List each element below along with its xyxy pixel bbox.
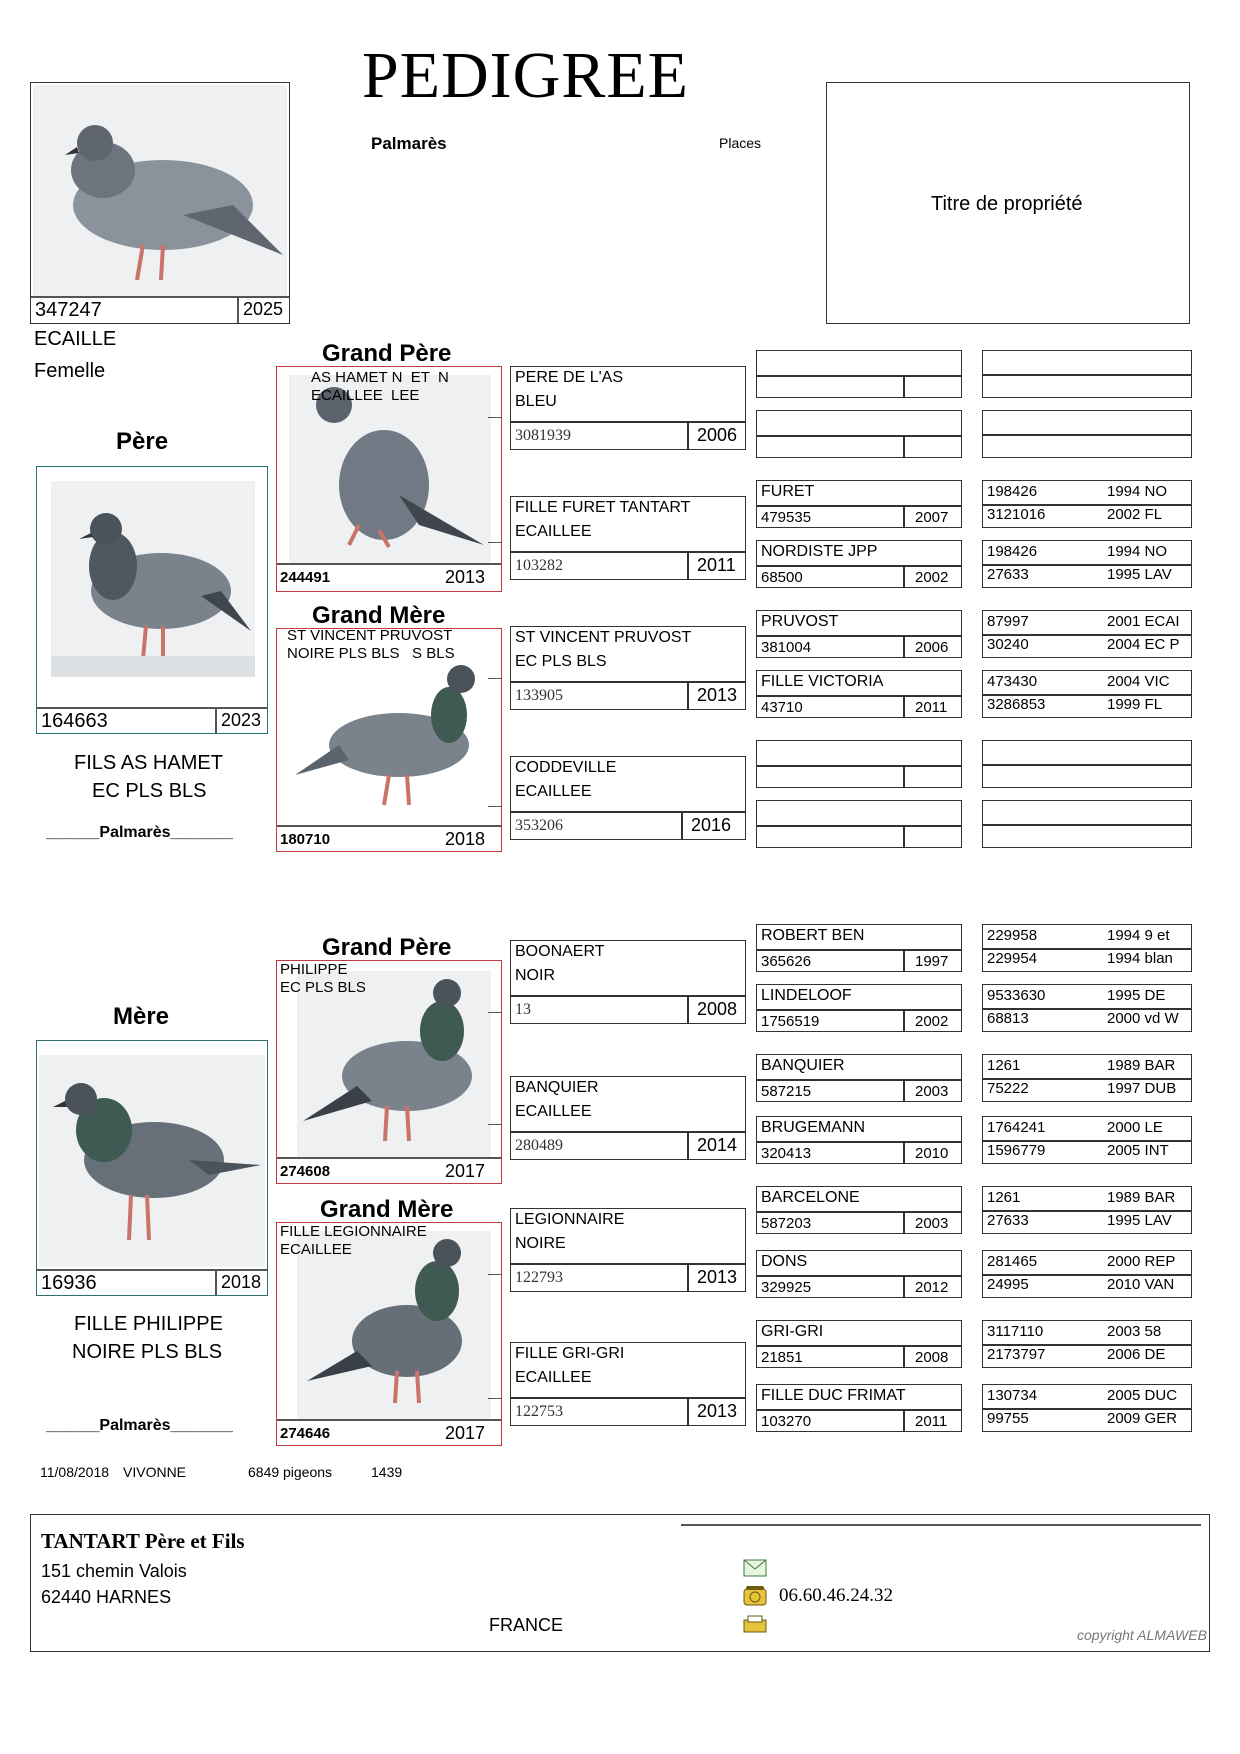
gen4-year: 1997 bbox=[915, 953, 949, 970]
gen3-ring: 122753 bbox=[515, 1403, 563, 1420]
gen5-box-11 bbox=[982, 1054, 1192, 1102]
gen4-box-2 bbox=[756, 410, 962, 458]
gen5-info: 2000 REP bbox=[1107, 1253, 1176, 1270]
gen3-box-5 bbox=[510, 940, 746, 1024]
gen4-year: 2003 bbox=[915, 1215, 949, 1232]
gen4-ring: 365626 bbox=[761, 953, 812, 970]
gen4-box-3 bbox=[756, 480, 962, 528]
gp-mat-ring: 274608 bbox=[280, 1163, 331, 1180]
gen4-box-5 bbox=[756, 610, 962, 658]
gen5-ring: 1261 bbox=[987, 1057, 1021, 1074]
gp-pat-frame bbox=[276, 366, 502, 592]
gen5-info: 2001 ECAI bbox=[1107, 613, 1180, 630]
gen5-ring: 9533630 bbox=[987, 987, 1046, 1004]
gp-mat-frame bbox=[276, 960, 502, 1184]
gen5-box-10 bbox=[982, 984, 1192, 1032]
gen5-ring: 473430 bbox=[987, 673, 1038, 690]
gen5-info: 2009 GER bbox=[1107, 1410, 1178, 1427]
father-ring: 164663 bbox=[41, 710, 108, 732]
gm-pat-ring: 180710 bbox=[280, 831, 331, 848]
gen5-ring: 27633 bbox=[987, 566, 1029, 583]
gen5-info: 1994 NO bbox=[1107, 483, 1168, 500]
gen5-info: 2000 vd W bbox=[1107, 1010, 1179, 1027]
gp-pat-ring: 244491 bbox=[280, 569, 331, 586]
gen3-color: ECAILLEE bbox=[515, 783, 592, 800]
gen3-year: 2013 bbox=[697, 685, 738, 705]
gen4-name: FILLE VICTORIA bbox=[761, 673, 884, 690]
gen4-year: 2008 bbox=[915, 1349, 949, 1366]
race-place-number: 1439 bbox=[371, 1464, 403, 1480]
gen4-year: 2007 bbox=[915, 509, 949, 526]
gen4-ring: 479535 bbox=[761, 509, 812, 526]
breeder-box bbox=[30, 1514, 1210, 1652]
subject-photo-frame bbox=[30, 82, 290, 324]
gen3-ring: 122793 bbox=[515, 1269, 563, 1286]
gen4-name: GRI-GRI bbox=[761, 1323, 824, 1340]
gen4-name: BRUGEMANN bbox=[761, 1119, 866, 1136]
gen4-name: BANQUIER bbox=[761, 1057, 845, 1074]
gen3-color: EC PLS BLS bbox=[515, 653, 607, 670]
gen3-box-3 bbox=[510, 626, 746, 710]
gen5-info: 2004 EC P bbox=[1107, 636, 1180, 653]
father-palmares: ______Palmarès_______ bbox=[46, 824, 233, 841]
gen3-box-1 bbox=[510, 366, 746, 450]
gen5-box-3 bbox=[982, 480, 1192, 528]
gen4-box-11 bbox=[756, 1054, 962, 1102]
gen4-ring: 587215 bbox=[761, 1083, 812, 1100]
gen4-box-15 bbox=[756, 1320, 962, 1368]
gen4-name: FURET bbox=[761, 483, 815, 500]
gen3-name: FILLE GRI-GRI bbox=[515, 1345, 625, 1362]
subject-color: ECAILLE bbox=[34, 328, 117, 350]
gm-pat-name: ST VINCENT PRUVOST NOIRE PLS BLS S BLS bbox=[287, 627, 455, 662]
gen5-info: 2010 VAN bbox=[1107, 1276, 1175, 1293]
gen5-info: 1994 9 et bbox=[1107, 927, 1170, 944]
gen4-ring: 329925 bbox=[761, 1279, 812, 1296]
gen5-ring: 75222 bbox=[987, 1080, 1029, 1097]
mother-photo-frame bbox=[36, 1040, 268, 1296]
gen3-color: ECAILLEE bbox=[515, 523, 592, 540]
gen5-ring: 1596779 bbox=[987, 1142, 1046, 1159]
gen3-name: FILLE FURET TANTART bbox=[515, 499, 691, 516]
gen5-ring: 87997 bbox=[987, 613, 1029, 630]
gen4-box-10 bbox=[756, 984, 962, 1032]
gen5-ring: 27633 bbox=[987, 1212, 1029, 1229]
breeder-address: 151 chemin Valois bbox=[41, 1561, 187, 1581]
gen5-ring: 1764241 bbox=[987, 1119, 1046, 1136]
gen4-name: DONS bbox=[761, 1253, 808, 1270]
gen3-color: ECAILLEE bbox=[515, 1369, 592, 1386]
gen3-ring: 353206 bbox=[515, 817, 563, 834]
gp-mat-heading: Grand Père bbox=[322, 934, 452, 961]
father-name-line2: EC PLS BLS bbox=[92, 780, 207, 802]
gen4-year: 2010 bbox=[915, 1145, 949, 1162]
subject-pigeon-photo bbox=[33, 85, 287, 297]
gen4-name: ROBERT BEN bbox=[761, 927, 865, 944]
gen3-year: 2013 bbox=[697, 1267, 738, 1287]
gen5-box-15 bbox=[982, 1320, 1192, 1368]
gen4-box-1 bbox=[756, 350, 962, 398]
gen5-info: 2003 58 bbox=[1107, 1323, 1162, 1340]
gen5-ring: 68813 bbox=[987, 1010, 1029, 1027]
gen3-color: NOIR bbox=[515, 967, 555, 984]
gen5-box-1 bbox=[982, 350, 1192, 398]
gen4-ring: 43710 bbox=[761, 699, 803, 716]
gen5-ring: 229958 bbox=[987, 927, 1038, 944]
gen3-name: ST VINCENT PRUVOST bbox=[515, 629, 692, 646]
gen5-ring: 229954 bbox=[987, 950, 1038, 967]
gen3-ring: 103282 bbox=[515, 557, 563, 574]
fax-icon bbox=[743, 1615, 767, 1633]
gen4-ring: 103270 bbox=[761, 1413, 812, 1430]
gm-pat-frame bbox=[276, 628, 502, 852]
gen4-box-8 bbox=[756, 800, 962, 848]
gen4-box-14 bbox=[756, 1250, 962, 1298]
subject-year: 2025 bbox=[243, 299, 284, 319]
gen3-year: 2014 bbox=[697, 1135, 738, 1155]
gm-mat-pigeon-photo bbox=[297, 1231, 491, 1419]
gp-pat-year: 2013 bbox=[445, 567, 486, 587]
gen3-year: 2008 bbox=[697, 999, 738, 1019]
gen4-year: 2002 bbox=[915, 1013, 949, 1030]
gen5-ring: 198426 bbox=[987, 543, 1038, 560]
palmares-label: Palmarès bbox=[371, 134, 447, 153]
gen5-info: 1997 DUB bbox=[1107, 1080, 1177, 1097]
gen5-info: 2005 DUC bbox=[1107, 1387, 1178, 1404]
father-photo-frame bbox=[36, 466, 268, 734]
gen4-year: 2012 bbox=[915, 1279, 949, 1296]
father-name-line1: FILS AS HAMET bbox=[74, 752, 223, 774]
gen5-info: 1989 BAR bbox=[1107, 1057, 1176, 1074]
gen5-ring: 1261 bbox=[987, 1189, 1021, 1206]
gen4-box-16 bbox=[756, 1384, 962, 1432]
mother-pigeon-photo bbox=[39, 1055, 265, 1267]
gen4-ring: 1756519 bbox=[761, 1013, 820, 1030]
gen5-box-4 bbox=[982, 540, 1192, 588]
gen4-year: 2011 bbox=[915, 1413, 948, 1430]
places-label: Places bbox=[719, 135, 762, 151]
gm-mat-year: 2017 bbox=[445, 1423, 486, 1443]
mother-name-line1: FILLE PHILIPPE bbox=[74, 1313, 223, 1335]
gen3-color: NOIRE bbox=[515, 1235, 566, 1252]
race-pigeons-label: pigeons bbox=[283, 1464, 333, 1480]
gm-mat-heading: Grand Mère bbox=[320, 1196, 454, 1223]
race-pigeons: 6849 bbox=[248, 1464, 280, 1480]
gen5-ring: 30240 bbox=[987, 636, 1029, 653]
gen5-info: 2005 INT bbox=[1107, 1142, 1169, 1159]
gen3-name: BANQUIER bbox=[515, 1079, 599, 1096]
father-year: 2023 bbox=[221, 710, 262, 730]
gen4-year: 2003 bbox=[915, 1083, 949, 1100]
gen5-info: 2006 DE bbox=[1107, 1346, 1166, 1363]
gen5-info: 2000 LE bbox=[1107, 1119, 1163, 1136]
gen4-box-7 bbox=[756, 740, 962, 788]
gm-pat-heading: Grand Mère bbox=[312, 602, 446, 629]
gen5-ring: 2173797 bbox=[987, 1346, 1046, 1363]
gen5-info: 1994 NO bbox=[1107, 543, 1168, 560]
gen5-ring: 3286853 bbox=[987, 696, 1046, 713]
gen5-ring: 130734 bbox=[987, 1387, 1038, 1404]
subject-ring: 347247 bbox=[35, 299, 102, 321]
ownership-label: Titre de propriété bbox=[931, 193, 1083, 215]
gp-mat-pigeon-photo bbox=[297, 971, 491, 1157]
father-heading: Père bbox=[116, 428, 169, 455]
ownership-box bbox=[826, 82, 1190, 324]
gen5-box-8 bbox=[982, 800, 1192, 848]
gen5-info: 1989 BAR bbox=[1107, 1189, 1176, 1206]
gen4-ring: 320413 bbox=[761, 1145, 812, 1162]
gen3-name: CODDEVILLE bbox=[515, 759, 617, 776]
gen3-box-6 bbox=[510, 1076, 746, 1160]
gen4-name: NORDISTE JPP bbox=[761, 543, 878, 560]
gen4-box-13 bbox=[756, 1186, 962, 1234]
gen3-year: 2016 bbox=[691, 815, 732, 835]
gen5-box-12 bbox=[982, 1116, 1192, 1164]
page-title: PEDIGREE bbox=[362, 39, 689, 112]
phone-icon bbox=[743, 1585, 767, 1607]
gen5-info: 1995 DE bbox=[1107, 987, 1166, 1004]
gen5-ring: 99755 bbox=[987, 1410, 1029, 1427]
gen3-name: PERE DE L'AS bbox=[515, 369, 623, 386]
gen4-box-6 bbox=[756, 670, 962, 718]
gen5-box-6 bbox=[982, 670, 1192, 718]
gen4-year: 2011 bbox=[915, 699, 948, 716]
breeder-name: TANTART Père et Fils bbox=[41, 1529, 245, 1553]
gen3-box-2 bbox=[510, 496, 746, 580]
gen4-name: LINDELOOF bbox=[761, 987, 852, 1004]
gp-mat-year: 2017 bbox=[445, 1161, 486, 1181]
gen5-box-2 bbox=[982, 410, 1192, 458]
gp-pat-heading: Grand Père bbox=[322, 340, 452, 367]
gen4-name: PRUVOST bbox=[761, 613, 839, 630]
gen5-info: 1994 blan bbox=[1107, 950, 1173, 967]
gen3-ring: 280489 bbox=[515, 1137, 563, 1154]
mother-palmares: ______Palmarès_______ bbox=[46, 1417, 233, 1434]
gen4-ring: 587203 bbox=[761, 1215, 812, 1232]
gen5-box-7 bbox=[982, 740, 1192, 788]
gen3-name: LEGIONNAIRE bbox=[515, 1211, 625, 1228]
gen4-name: FILLE DUC FRIMAT bbox=[761, 1387, 906, 1404]
gen3-year: 2006 bbox=[697, 425, 738, 445]
gen5-box-13 bbox=[982, 1186, 1192, 1234]
gen3-ring: 13 bbox=[515, 1001, 531, 1018]
gen3-ring: 3081939 bbox=[515, 427, 571, 444]
mother-ring: 16936 bbox=[41, 1272, 97, 1294]
race-date: 11/08/2018 bbox=[40, 1464, 110, 1480]
gen5-ring: 198426 bbox=[987, 483, 1038, 500]
gen4-box-9 bbox=[756, 924, 962, 972]
gp-pat-name: AS HAMET N ET N ECAILLEE LEE bbox=[311, 369, 449, 404]
gen3-box-7 bbox=[510, 1208, 746, 1292]
gen3-box-4 bbox=[510, 756, 746, 840]
gen3-box-8 bbox=[510, 1342, 746, 1426]
gen5-info: 1995 LAV bbox=[1107, 1212, 1172, 1229]
gen3-color: ECAILLEE bbox=[515, 1103, 592, 1120]
mother-year: 2018 bbox=[221, 1272, 262, 1292]
gen4-year: 2002 bbox=[915, 569, 949, 586]
breeder-country: FRANCE bbox=[489, 1615, 564, 1635]
gen3-year: 2013 bbox=[697, 1401, 738, 1421]
mother-name-line2: NOIRE PLS BLS bbox=[72, 1341, 223, 1363]
gen4-year: 2006 bbox=[915, 639, 949, 656]
gen4-ring: 381004 bbox=[761, 639, 812, 656]
gm-mat-name: FILLE LEGIONNAIRE ECAILLEE bbox=[280, 1223, 427, 1258]
breeder-city: 62440 HARNES bbox=[41, 1587, 172, 1607]
gen5-info: 2002 FL bbox=[1107, 506, 1163, 523]
gen5-box-14 bbox=[982, 1250, 1192, 1298]
gm-mat-ring: 274646 bbox=[280, 1425, 331, 1442]
gen5-box-9 bbox=[982, 924, 1192, 972]
copyright: copyright ALMAWEB bbox=[1077, 1627, 1207, 1643]
mother-heading: Mère bbox=[113, 1003, 170, 1030]
gen4-ring: 21851 bbox=[761, 1349, 803, 1366]
gen5-ring: 3121016 bbox=[987, 506, 1046, 523]
gen5-info: 2004 VIC bbox=[1107, 673, 1170, 690]
gen5-box-16 bbox=[982, 1384, 1192, 1432]
gp-mat-name: PHILIPPE EC PLS BLS bbox=[280, 961, 366, 996]
gen4-name: BARCELONE bbox=[761, 1189, 860, 1206]
gen4-box-12 bbox=[756, 1116, 962, 1164]
gen4-ring: 68500 bbox=[761, 569, 803, 586]
gen5-box-5 bbox=[982, 610, 1192, 658]
envelope-icon bbox=[743, 1559, 767, 1577]
breeder-phone: 06.60.46.24.32 bbox=[779, 1585, 893, 1606]
gen3-name: BOONAERT bbox=[515, 943, 605, 960]
gen4-box-4 bbox=[756, 540, 962, 588]
gen5-info: 1995 LAV bbox=[1107, 566, 1172, 583]
gen5-ring: 3117110 bbox=[987, 1323, 1044, 1340]
gm-pat-year: 2018 bbox=[445, 829, 486, 849]
gen5-info: 1999 FL bbox=[1107, 696, 1163, 713]
gen3-color: BLEU bbox=[515, 393, 557, 410]
father-pigeon-photo bbox=[51, 481, 255, 677]
gen5-ring: 281465 bbox=[987, 1253, 1038, 1270]
gen3-year: 2011 bbox=[697, 555, 736, 575]
gm-mat-frame bbox=[276, 1222, 502, 1446]
race-place: VIVONNE bbox=[123, 1464, 187, 1480]
gen3-ring: 133905 bbox=[515, 687, 563, 704]
subject-sex: Femelle bbox=[34, 360, 106, 382]
gen5-ring: 24995 bbox=[987, 1276, 1029, 1293]
